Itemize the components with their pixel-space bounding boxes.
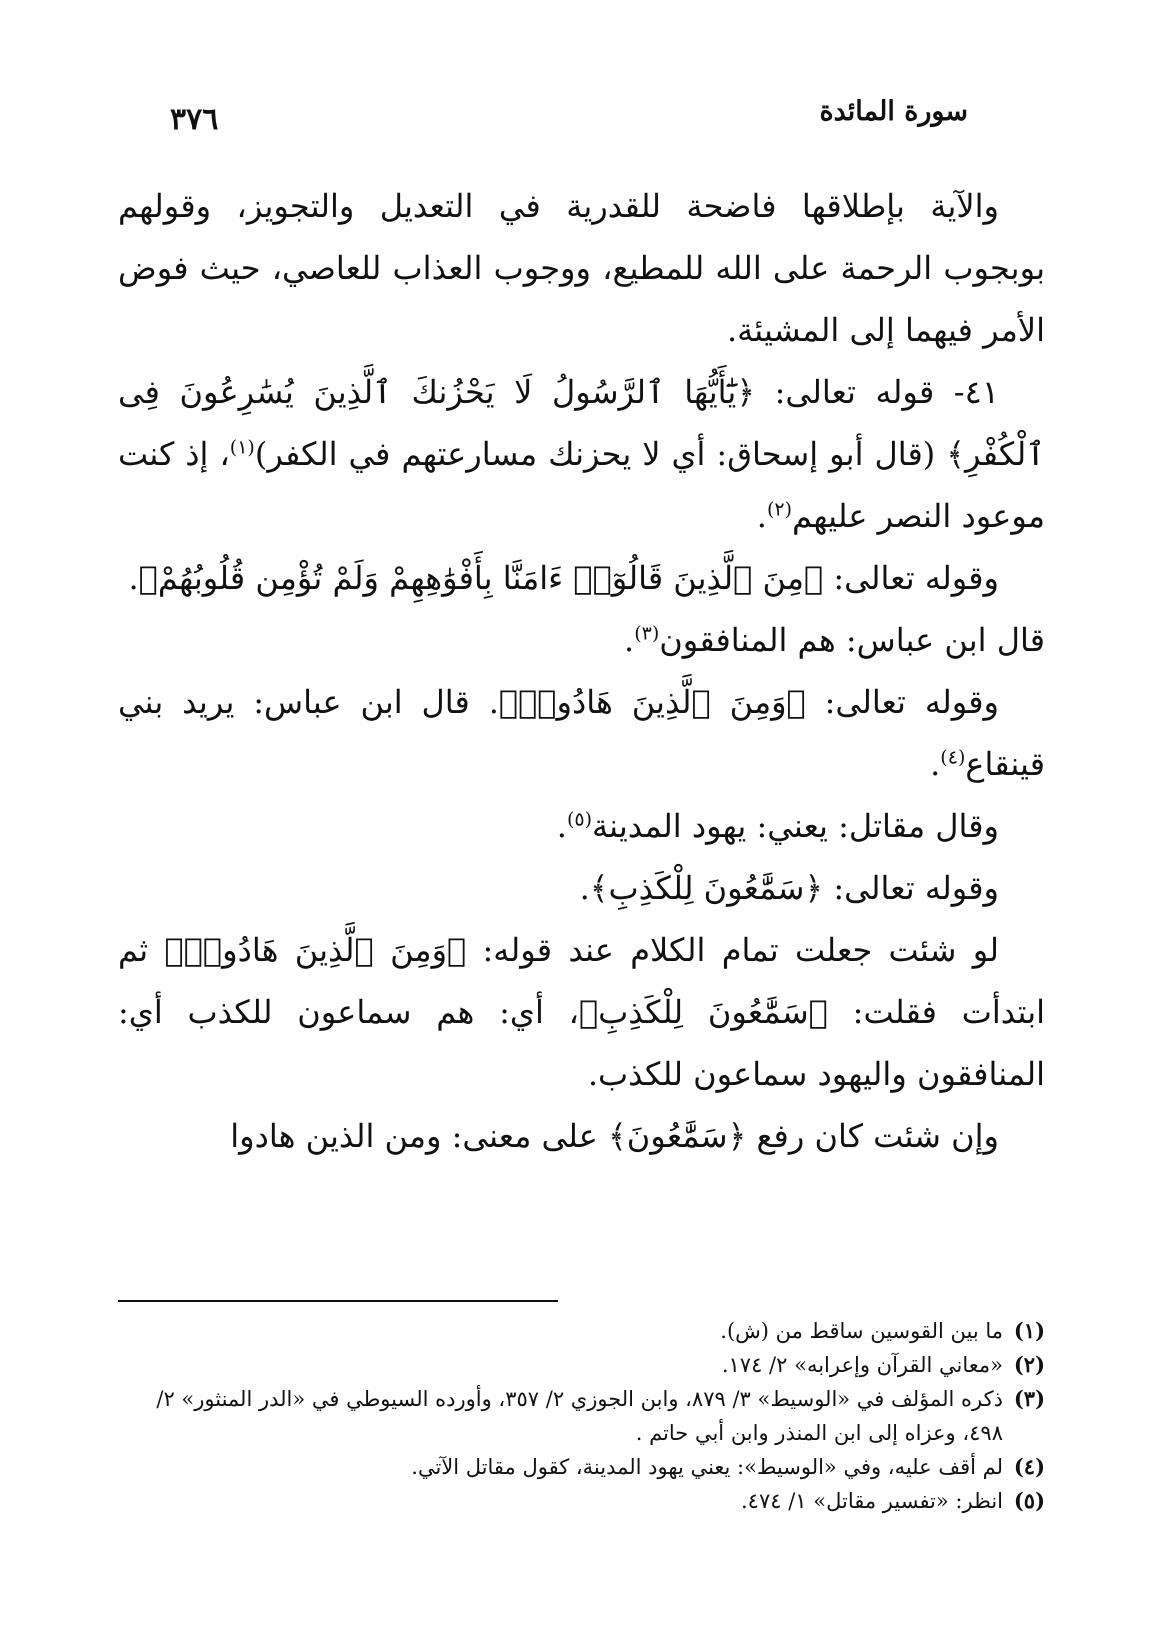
paragraph-4 bbox=[118, 609, 1045, 671]
footnote-text: لم أقف عليه، وفي «الوسيط»: يعني يهود المدينة، كقول مقاتل الآتي. bbox=[411, 1455, 1003, 1479]
footnote-text: ذكره المؤلف في «الوسيط» ٣/ ٨٧٩، وابن الجوزي ٢/ ٣٥٧، وأورده السيوطي في «الدر المنثور» ٢/ ٤٩٨، وعزاه إلى ابن المنذر وابن أبي حاتم . bbox=[156, 1387, 1003, 1445]
paragraph-8: لو شئت جعلت تمام الكلام عند قوله: ﴿وَمِنَ ٱلَّذِينَ هَادُوا۟﴾ ثم ابتدأت فقلت: ﴿سَمَّٰعُونَ لِلْكَذِبِ﴾، أي: هم سماعون للكذب أي: المنافقون واليهود سماعون للكذب. bbox=[118, 931, 1045, 1093]
footnotes bbox=[118, 1314, 1045, 1518]
footnote-1 bbox=[118, 1314, 1045, 1348]
muqatil-quote-end: . bbox=[556, 807, 567, 845]
ibn-abbas-quote: قال ابن عباس: هم المنافقون bbox=[659, 621, 1045, 659]
footnote-text: «معاني القرآن وإعرابه» ٢/ ١٧٤. bbox=[721, 1353, 1003, 1377]
verse-41-text-cont: ، إذ كنت موعود النصر عليهم bbox=[118, 435, 1045, 535]
footnote-ref-3: (٣) bbox=[634, 622, 660, 645]
paragraph-9: وإن شئت كان رفع ﴿سَمَّٰعُونَ﴾ على معنى: ومن الذين هادوا bbox=[230, 1117, 999, 1155]
paragraph-5-text: وقوله تعالى: ﴿وَمِنَ ٱلَّذِينَ هَادُوا۟﴾. قال ابن عباس: يريد بني قينقاع bbox=[118, 683, 1045, 783]
footnote-number: (١) bbox=[1013, 1318, 1045, 1343]
paragraph-3: وقوله تعالى: ﴿مِنَ ٱلَّذِينَ قَالُوٓا۟ ءَامَنَّا بِأَفْوَٰهِهِمْ وَلَمْ تُؤْمِن قُلُوبُهُمْ﴾. bbox=[128, 559, 999, 597]
footnote-divider bbox=[118, 1300, 558, 1302]
paragraph-6 bbox=[118, 795, 1045, 857]
muqatil-quote: وقال مقاتل: يعني: يهود المدينة bbox=[592, 807, 999, 845]
footnote-text: ما بين القوسين ساقط من (ش). bbox=[720, 1319, 1003, 1343]
paragraph-5 bbox=[118, 671, 1045, 795]
footnote-number: (٢) bbox=[1013, 1352, 1045, 1377]
paragraph-5-end: . bbox=[930, 745, 941, 783]
footnote-ref-5: (٥) bbox=[566, 808, 593, 831]
footnote-ref-2: (٢) bbox=[766, 498, 793, 521]
footnote-2 bbox=[118, 1348, 1045, 1382]
footnote-number: (٥) bbox=[1013, 1488, 1045, 1513]
ibn-abbas-quote-end: . bbox=[624, 621, 635, 659]
footnote-text: انظر: «تفسير مقاتل» ١/ ٤٧٤. bbox=[740, 1489, 1003, 1513]
verse-41-text: ٤١- قوله تعالى: ﴿يَٰٓأَيُّهَا ٱلرَّسُولُ لَا يَحْزُنكَ ٱلَّذِينَ يُسَٰرِعُونَ فِى ٱلْكُفْرِ﴾ (قال أبو إسحاق: أي لا يحزنك مسارعتهم في الكفر) bbox=[118, 373, 1046, 473]
footnote-number: (٣) bbox=[1013, 1386, 1045, 1411]
page-header bbox=[170, 96, 1013, 146]
verse-41-text-end: . bbox=[756, 497, 767, 535]
footnote-4 bbox=[118, 1450, 1045, 1484]
main-text bbox=[118, 175, 1045, 1167]
footnote-ref-1: (١) bbox=[229, 436, 255, 459]
paragraph-1: والآية بإطلاقها فاضحة للقدرية في التعديل والتجويز، وقولهم بوبجوب الرحمة على الله للمطيع، ووجوب العذاب للعاصي، حيث فوض الأمر فيهما إلى المشيئة. bbox=[118, 187, 1046, 349]
paragraph-verse-41 bbox=[118, 361, 1045, 547]
footnote-number: (٤) bbox=[1013, 1454, 1045, 1479]
paragraph-7: وقوله تعالى: ﴿سَمَّٰعُونَ لِلْكَذِبِ﴾. bbox=[579, 869, 999, 907]
page-number: ٣٧٦ bbox=[170, 102, 219, 137]
footnote-ref-4: (٤) bbox=[940, 746, 966, 769]
surah-title: سورة المائدة bbox=[819, 96, 968, 127]
footnote-3 bbox=[118, 1382, 1045, 1450]
footnote-5 bbox=[118, 1484, 1045, 1518]
